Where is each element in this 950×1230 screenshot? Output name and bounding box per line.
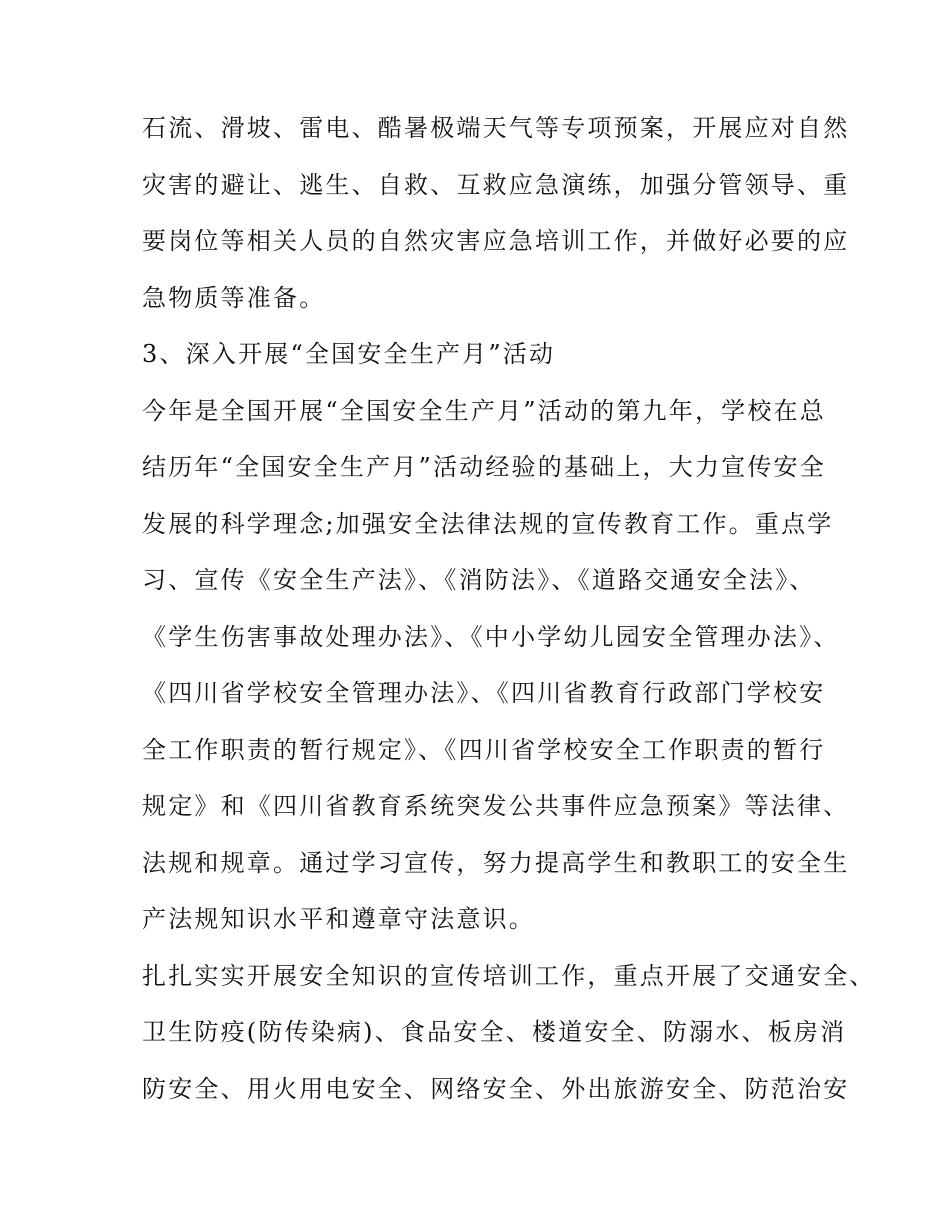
text-line: 《学生伤害事故处理办法》、《中小学幼儿园安全管理办法》、 bbox=[142, 622, 840, 651]
text-line: 急物质等准备。 bbox=[142, 283, 326, 312]
text-line: 《四川省学校安全管理办法》、《四川省教育行政部门学校安 bbox=[142, 679, 826, 707]
text-line: 防安全、用火用电安全、网络安全、外出旅游安全、防范治安 bbox=[142, 1074, 850, 1103]
text-line: 石流、滑坡、雷电、酷暑极端天气等专项预案，开展应对自然 bbox=[142, 114, 850, 142]
text-line: 全工作职责的暂行规定》、《四川省学校安全工作职责的暂行 bbox=[142, 735, 826, 764]
body-text bbox=[142, 105, 876, 1122]
text-line: 今年是全国开展“全国安全生产月”活动的第九年，学校在总 bbox=[142, 396, 826, 425]
text-line: 规定》和《四川省教育系统突发公共事件应急预案》等法律、 bbox=[142, 792, 850, 820]
text-line: 习、宣传《安全生产法》、《消防法》、《道路交通安全法》、 bbox=[142, 566, 816, 594]
text-line: 发展的科学理念;加强安全法律法规的宣传教育工作。重点学 bbox=[142, 509, 834, 538]
text-line: 法规和规章。通过学习宣传，努力提高学生和教职工的安全生 bbox=[142, 848, 850, 877]
text-line: 结历年“全国安全生产月”活动经验的基础上，大力宣传安全 bbox=[142, 453, 826, 481]
text-line: 扎扎实实开展安全知识的宣传培训工作，重点开展了交通安全、 bbox=[142, 961, 876, 990]
section-heading: 3、深入开展“全国安全生产月”活动 bbox=[142, 340, 556, 368]
text-line: 要岗位等相关人员的自然灾害应急培训工作，并做好必要的应 bbox=[142, 227, 850, 255]
text-line: 灾害的避让、逃生、自救、互救应急演练，加强分管领导、重 bbox=[142, 170, 850, 199]
text-line: 产法规知识水平和遵章守法意识。 bbox=[142, 905, 535, 933]
text-line: 卫生防疫(防传染病)、食品安全、楼道安全、防溺水、板房消 bbox=[142, 1018, 847, 1046]
